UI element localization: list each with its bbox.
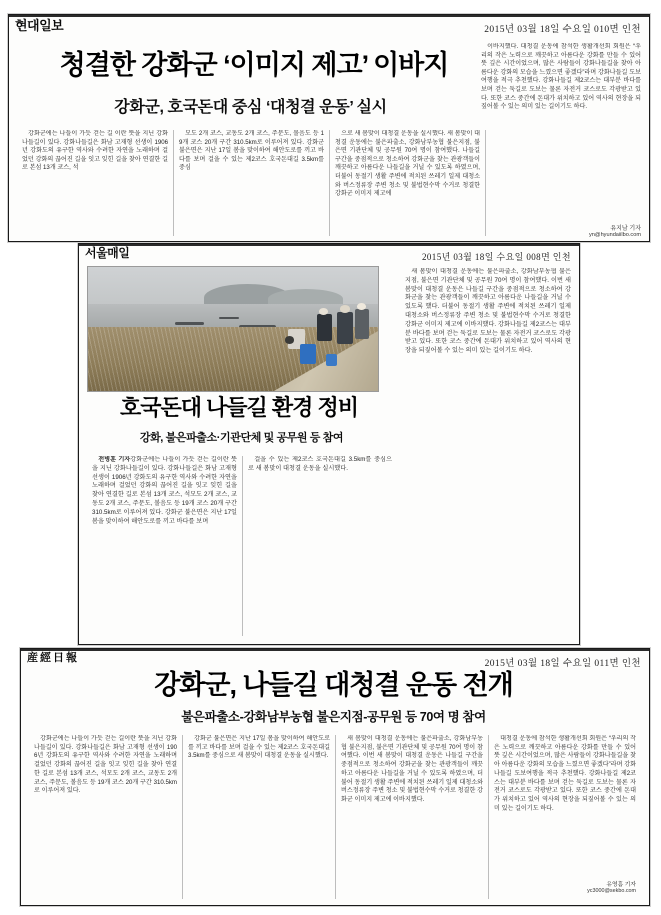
photo-boat — [175, 322, 204, 325]
top-rule — [79, 244, 579, 246]
subhead-3: 불은파출소-강화남부농협 불은지점-공무원 등 70여 명 참여 — [181, 710, 486, 724]
headline-2: 호국돈대 나들길 환경 정비 — [119, 395, 359, 420]
dateline-3: 2015년 03월 18일 수요일 011면 인천 — [484, 659, 641, 669]
article-1-column-3 — [329, 130, 485, 236]
article-2-photo — [87, 266, 379, 392]
photo-trash-bag — [326, 354, 338, 366]
paragraph: 으로 새 봄맞이 대청결 운동을 실시했다. 새 봄맞이 대청결 운동에는 불은파출소, 강화남부농협 불은지점, 불은면 기관단체 및 공무원 70여 명이 참여했다. 나들길 구간을 중점적으로 청소하여 강화군을 찾는 관광객들이 깨끗하고 아름다운 나들길을 거닐 수 있도록 하였으며, 더불어 동절기 생활 주변에 적치된 쓰레기 일제 대청소와 버스정류장 주변 청소 및 불법현수막 수거로 청결한 강화군 이미지 제고에 — [335, 130, 480, 198]
masthead-3: 産經日報 — [27, 652, 79, 664]
email-3: yc3000@sekbo.com — [587, 888, 636, 894]
article-3-column-2 — [182, 735, 335, 899]
paragraph: 새 봄맞이 대청결 운동에는 불은파출소, 강화남부농협 불은지점, 불은면 기관단체 및 공무원 70여 명이 참여했다. 이번 새 봄맞이 대청결 운동은 나들길 구간을 중점적으로 청소하여 강화군을 찾는 관광객들이 깨끗하고 아름다운 나들길을 거닐 수 있도록 했다. 더불어 동절기 생활 주변에 적치된 쓰레기 일제 대청소와 버스정류장 주변 청소 및 불법현수막 수거로 청결한 강화군 이미지 제고에 이바지했다. 강화나들길 제2코스는 대부분 바다를 보며 걷는 둑길로 도보는 물론 자전거 코스로도 각광받고 있다. 또한 코스 중간에 돈대가 위치하고 있어 역사의 현장을 되짚어볼 수 있는 의미 있는 길이기도 하다. — [405, 268, 571, 355]
headline-3: 강화군, 나들길 대청결 운동 전개 — [154, 670, 513, 700]
article-2-column-3 — [405, 268, 571, 626]
paragraph-text: 강화군에는 나들이 가듯 걷는 길이란 뜻을 지닌 강화나들길이 있다. 강화나들길은 화남 고재형 선생이 1906년 강화도의 유구한 역사와 수려한 자연을 노래하며 걸었던 강화의 끊어진 길을 잇고 잊힌 길을 찾아 연결한 길로 본섬 13개 코스, 석모도 2개 코스, 교동도 2개 코스, 주문도, 볼음도 등 19개 코스 20개 구간 310.5km로 이루어져 있다. 강화군 불은면은 지난 17일 봄을 맞이하여 해안도로를 끼고 바다를 보며 — [92, 456, 237, 525]
paragraph: 강화군에는 나들이 가듯 걷는 길이란 뜻을 지닌 강화나들길이 있다. 강화나들길은 화남 고재형 선생이 1906년 강화도의 유구한 역사와 수려한 자연을 노래하며 걸었던 강화의 끊어진 길을 잇고 잊힌 길을 찾아 연결한 길로 본섬 13개 코스, 석모도 2개 코스, 교동도 2개 코스, 주문도, 볼음도 등 19개 코스 20개 구간 310.5km로 이루어져 있다. — [34, 735, 177, 795]
dateline-2: 2015년 03월 18일 수요일 008면 인천 — [422, 252, 571, 262]
article-2-column-2 — [242, 456, 397, 636]
photo-scene — [88, 267, 378, 391]
headline-1: 청결한 강화군 ‘이미지 제고’ 이바지 — [59, 50, 449, 80]
paragraph: 대청결 운동에 참석한 생활개선회 회원은 “우리의 작은 노력으로 깨끗하고 아름다운 강화를 만들 수 있어 뜻 깊은 시간이었으며, 많은 사람들이 강화나들길을 찾아 아름다운 강화의 모습을 느꼈으면 좋겠다”라며 강화나들길 도보여행을 적극 추천했다. 강화나들길 제2코스는 대부분 바다를 보며 걷는 둑길로 도보는 물론 자전거 코스로도 각광받고 있다. 또한 코스 중간에 돈대가 위치하고 있어 역사의 현장을 되짚어볼 수 있는 의미 있는 길이기도 하다. — [494, 735, 636, 812]
photo-person-head — [340, 305, 350, 312]
article-3-column-3 — [335, 735, 488, 899]
paragraph — [92, 456, 237, 526]
subhead-1: 강화군, 호국돈대 중심 ‘대청결 운동’ 실시 — [114, 99, 387, 116]
masthead-2: 서울매일 — [85, 246, 130, 260]
article-2-column-1 — [87, 456, 242, 636]
paragraph: 이바지했다. 대청결 운동에 참석한 생활개선회 회원은 “우리의 작은 노력으로 깨끗하고 아름다운 강화를 만들 수 있어 뜻 깊은 시간이었으며, 많은 사람들이 강화나들길을 찾아 아름다운 강화의 모습을 느꼈으면 좋겠다”라며 강화나들길 도보여행을 적극 추천했다. 강화나들길 제2코스는 대부분 바다를 보며 걷는 둑길로 도보는 물론 자전거 코스로도 각광받고 있다. 또한 코스 중간에 돈대가 위치하고 있어 역사의 현장을 되짚어볼 수 있는 의미 있는 길이기도 하다. — [481, 43, 641, 111]
byline-1: 유지남 기자 — [610, 226, 641, 232]
subhead-2: 강화, 불은파출소·기관단체 및 공무원 등 참여 — [139, 432, 344, 444]
article-3-column-4 — [488, 735, 641, 899]
masthead-1: 현대일보 — [15, 18, 64, 33]
article-2-body — [87, 456, 397, 636]
photo-boat — [219, 317, 239, 319]
paragraph: 새 봄맞이 대청결 운동에는 불은파출소, 강화남부농협 불은지점, 불은면 기관단체 및 공무원 70여 명이 참여했다. 이번 새 봄맞이 대청결 운동은 나들길 구간을 중점적으로 청소하여 강화군을 찾는 관광객들이 깨끗하고 아름다운 나들길을 거닐 수 있도록 하였으며, 더불어 동절기 생활 주변에 적치된 쓰레기 일제 대청소와 버스정류장 주변 청소 및 불법현수막 수거로 청결한 강화군 이미지 제고에 이바지했다. — [341, 735, 483, 803]
article-1-body — [17, 130, 641, 236]
photo-person — [317, 314, 332, 341]
article-1-column-2 — [173, 130, 329, 236]
byline-3: 유영흠 기자 — [606, 882, 636, 888]
paragraph: 강화군에는 나들이 가듯 걷는 길 이란 뜻을 지닌 강화나들길이 있다. 강화나들길은 화남 고재형 선생이 1906년 강화도의 유구한 역사와 수려한 자연을 노래하며 걸었던 강화의 끊어진 길을 잇고 잊힌 길을 찾아 연결한 길로 본섬 13개 코스, 석 — [22, 130, 168, 172]
dateline-1: 2015년 03월 18일 수요일 010면 인천 — [484, 25, 641, 35]
photo-person — [355, 309, 370, 339]
article-3-column-1 — [29, 735, 182, 899]
paragraph: 강화군 불은면은 지난 17일 봄을 맞이하여 해안도로를 끼고 바다를 보며 걸을 수 있는 제2코스 호국돈대길 3.5km를 중심으로 새 봄맞이 대청결 운동을 실시했다. — [188, 735, 330, 760]
article-1-column-4-spacer — [485, 130, 641, 236]
top-rule — [21, 649, 649, 651]
news-clipping-2 — [78, 243, 580, 645]
article-3-body — [29, 735, 641, 899]
email-1: yn@hyundaiilbo.com — [588, 232, 641, 238]
byline-inline-2: 전병훈 기자 — [98, 456, 131, 463]
paragraph: 걸을 수 있는 제2코스 호국돈대길 3.5km를 중심으로 새 봄맞이 대청결 운동을 실시했다. — [248, 456, 392, 472]
photo-trash-bag — [300, 344, 316, 364]
paragraph: 모도 2개 코스, 교동도 2개 코스, 주문도, 볼음도 등 19개 코스 20개 구간 310.5km로 이루어져 있다. 강화군 불은면은 지난 17일 봄을 맞이하여 해안도로를 끼고 바다를 보며 걸을 수 있는 제2코스 호국돈대길 3.5km를 중심 — [179, 130, 324, 172]
top-rule — [9, 15, 649, 17]
article-1-column-1 — [17, 130, 173, 236]
news-clipping-1 — [8, 14, 650, 242]
photo-person — [337, 312, 353, 344]
news-clipping-3 — [20, 648, 650, 906]
